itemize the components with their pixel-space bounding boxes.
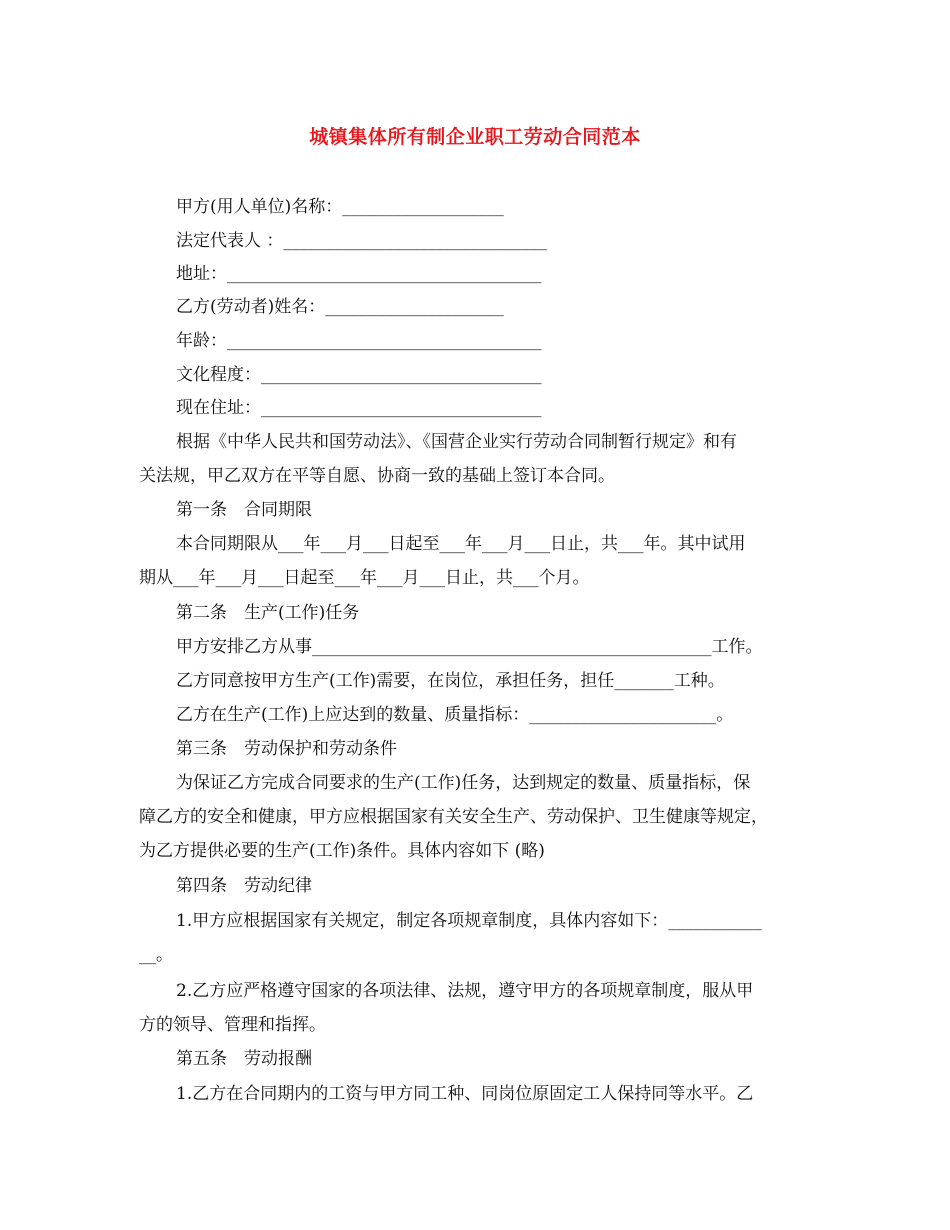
paragraph-line: 根据《中华人民共和国劳动法》、《国营企业实行劳动合同制暂行规定》和有 [176,432,737,452]
paragraph-line: 1.乙方在合同期内的工资与甲方同工种、同岗位原固定工人保持同等水平。乙 [176,1084,754,1104]
article-heading: 第一条 合同期限 [176,500,312,520]
legal-representative-field: 法定代表人 ：_______________________________ [176,231,547,251]
party-a-name-field: 甲方(用人单位)名称：___________________ [176,197,504,217]
paragraph-line: 关法规，甲乙双方在平等自愿、协商一致的基础上签订本合同。 [139,466,615,486]
paragraph-line: 甲方安排乙方从事_______________________________________________工作。 [176,637,763,657]
paragraph-line: __。 [139,945,173,965]
paragraph-line: 为保证乙方完成合同要求的生产(工作)任务，达到规定的数量、质量指标，保 [176,773,751,793]
paragraph-line: 乙方同意按甲方生产(工作)需要，在岗位，承担任务，担任_______工种。 [176,671,725,691]
paragraph-line: 1.甲方应根据国家有关规定，制定各项规章制度，具体内容如下：___________ [176,911,762,931]
paragraph-line: 方的领导、管理和指挥。 [139,1015,326,1035]
paragraph-line: 乙方在生产(工作)上应达到的数量、质量指标：______________________。 [176,705,734,725]
paragraph-line: 为乙方提供必要的生产(工作)条件。具体内容如下 (略) [139,841,545,861]
paragraph-line: 期从___年___月___日起至___年___月___日止，共___个月。 [139,568,590,588]
age-field: 年龄：_____________________________________ [176,331,542,351]
paragraph-line: 本合同期限从___年___月___日起至___年___月___日止，共___年。其中试用 [176,534,746,554]
article-heading: 第二条 生产(工作)任务 [176,603,360,623]
paragraph-line: 2.乙方应严格遵守国家的各项法律、法规，遵守甲方的各项规章制度，服从甲 [176,981,754,1001]
article-heading: 第三条 劳动保护和劳动条件 [176,739,397,759]
paragraph-line: 障乙方的安全和健康，甲方应根据国家有关安全生产、劳动保护、卫生健康等规定， [139,807,768,827]
article-heading: 第四条 劳动纪律 [176,876,312,896]
document-title: 城镇集体所有制企业职工劳动合同范本 [309,126,641,148]
current-address-field: 现在住址：_________________________________ [176,398,542,418]
party-b-name-field: 乙方(劳动者)姓名：_____________________ [176,297,504,317]
address-field: 地址：_____________________________________ [176,264,542,284]
education-field: 文化程度：_________________________________ [176,365,542,385]
article-heading: 第五条 劳动报酬 [176,1049,312,1069]
